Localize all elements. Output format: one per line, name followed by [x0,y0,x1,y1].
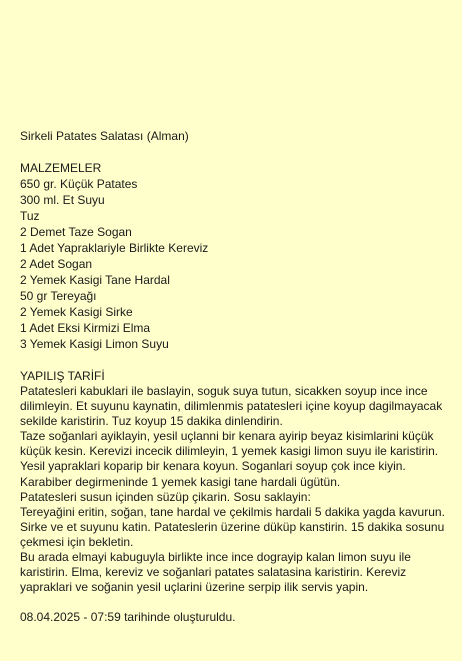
ingredients-list [20,176,450,352]
direction-step: Taze soğanlari ayiklayin, yesil uçlanni bir kenara ayirip beyaz kisimlarini küçük küçük kesin. Kerevizi incecik dilimleyin, 1 yemek kasigi limon suyu ile karistirin. Yesil yapraklari koparip bir kenara koyun. Soganlari soyup çok ince kiyin. Karabiber degirmeninde 1 yemek kasigi tane hardali ügütün. [20,429,439,489]
direction-step: Bu arada elmayi kabuguyla birlikte ince ince dograyip kalan limon suyu ile karistirin. Elma, kereviz ve soğanlari patates salatasina karistirin. Kereviz yapraklari ve soğanin yesil uçlarini üzerine serpip ilik servis yapin. [20,550,411,595]
ingredient-item: 3 Yemek Kasigi Limon Suyu [20,337,169,351]
created-timestamp: 08.04.2025 - 07:59 tarihinde oluşturuldu. [20,610,236,625]
direction-step: Tereyağini eritin, soğan, tane hardal ve çekilmis hardali 5 dakika yagda kavurun. Sirke ve et suyunu katin. Patateslerin üzerine düküp kanstirin. 15 dakika sosunu çekmesi için bekletin. [20,504,445,549]
directions-list [20,384,450,595]
directions-heading: YAPILIŞ TARİFİ [20,369,105,383]
ingredient-item: 50 gr Tereyağı [20,289,97,303]
spacer [20,144,450,160]
recipe-title: Sirkeli Patates Salatası (Alman) [20,129,189,143]
ingredient-item: 650 gr. Küçük Patates [20,177,138,191]
ingredient-item: 2 Demet Taze Sogan [20,225,132,239]
ingredient-item: 1 Adet Eksi Kirmizi Elma [20,321,151,335]
ingredients-heading: MALZEMELER [20,161,102,175]
ingredient-item: 2 Adet Sogan [20,257,93,271]
spacer [20,352,450,368]
ingredient-item: 300 ml. Et Suyu [20,193,105,207]
direction-step: Patatesleri kabuklari ile baslayin, soguk suya tutun, sicakken soyup ince ince dilimleyin. Et suyunu kaynatin, dilimlenmis patatesleri içine koyup dagilmayacak sekilde karistirin. Tuz koyup 15 dakika dinlendirin. [20,384,443,429]
direction-step: Patatesleri susun içinden süzüp çikarin. Sosu saklayin: [20,489,311,504]
ingredient-item: 2 Yemek Kasigi Tane Hardal [20,273,170,287]
ingredient-item: 1 Adet Yapraklariyle Birlikte Kereviz [20,241,209,255]
spacer [20,595,450,609]
ingredient-item: Tuz [20,209,40,223]
ingredient-item: 2 Yemek Kasigi Sirke [20,305,133,319]
